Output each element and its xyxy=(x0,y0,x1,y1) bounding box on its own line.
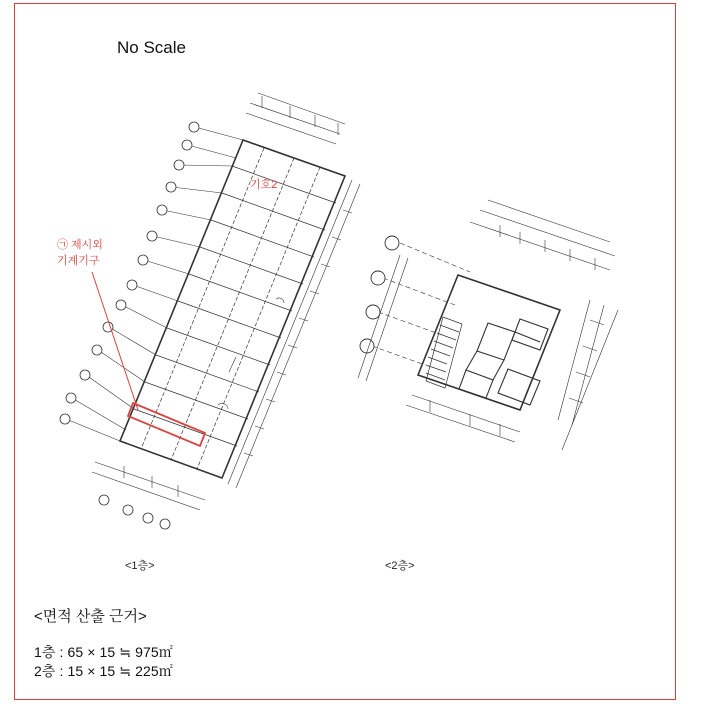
item-annotation-line1: ㉠ 제시외 xyxy=(57,239,103,251)
area-calc-floor2: 2층 : 15 × 15 ≒ 225㎡ xyxy=(34,663,173,679)
area-calc-floor1: 1층 : 65 × 15 ≒ 975㎡ xyxy=(34,644,173,660)
building-annotation: 기호2 xyxy=(250,179,278,191)
area-basis-heading: <면적 산출 근거> xyxy=(34,608,147,625)
floor2-caption: <2층> xyxy=(385,560,415,572)
floor2-plan xyxy=(358,200,618,450)
item-annotation-line2: 기계기구 xyxy=(57,255,100,267)
floor1-caption: <1층> xyxy=(125,560,155,572)
scale-note: No Scale xyxy=(117,38,186,57)
